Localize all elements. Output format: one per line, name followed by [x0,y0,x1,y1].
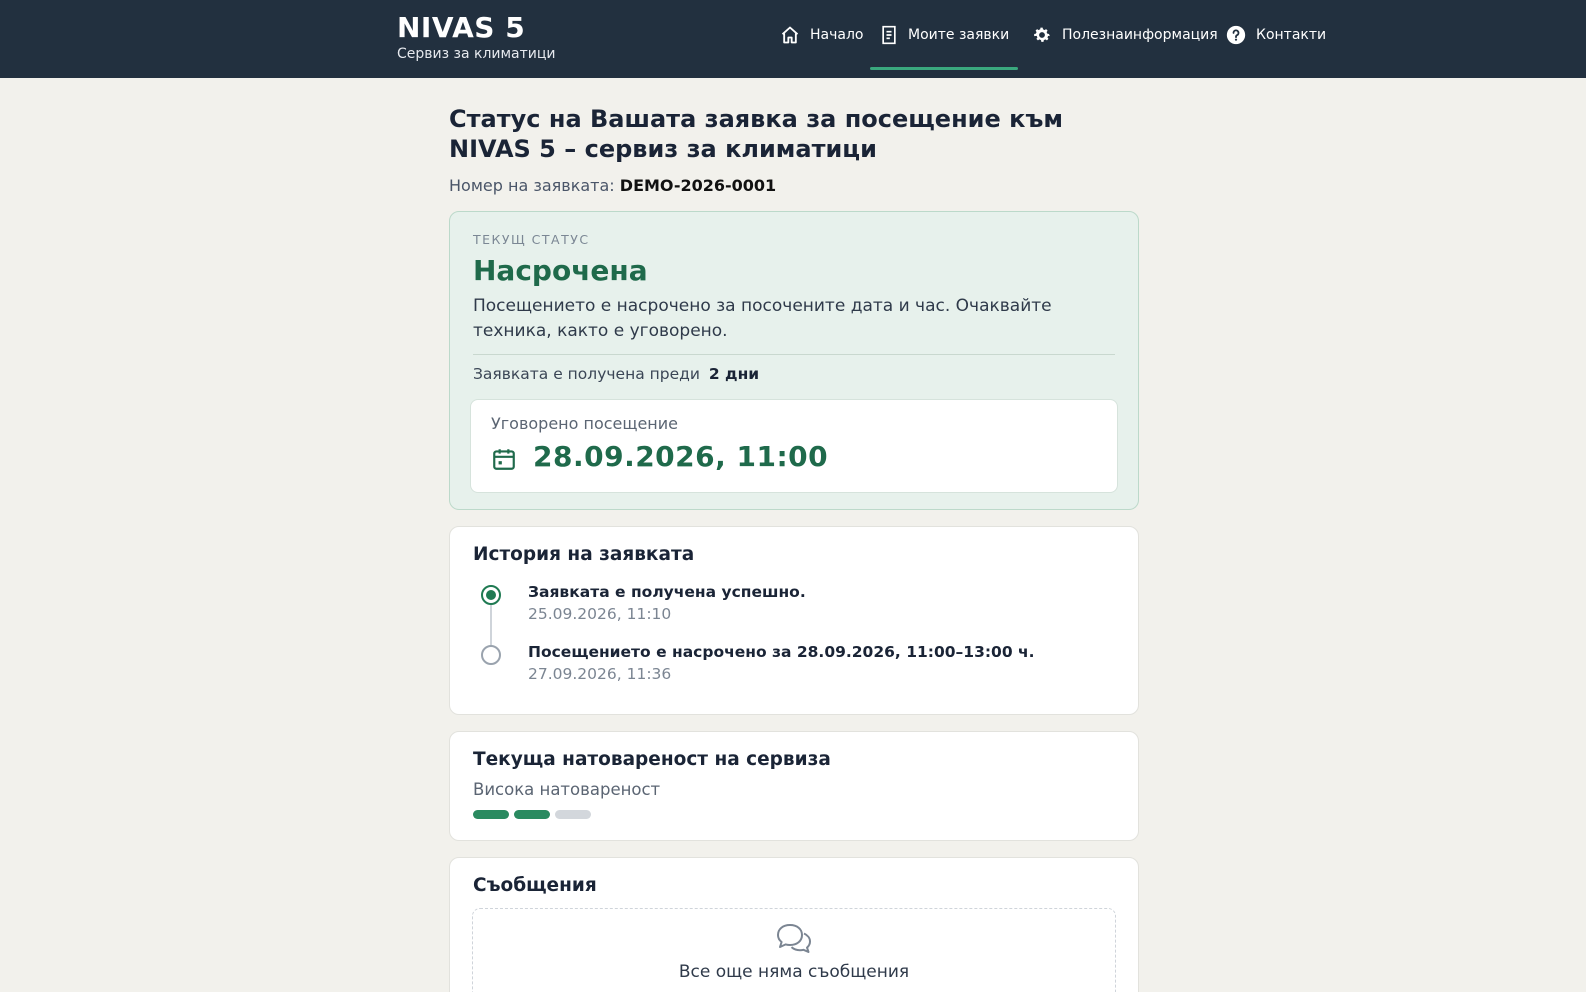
main-content [449,104,1139,992]
page-title: Статус на Вашата заявка за посещение към NIVAS 5 – сервиз за климатици [449,105,1064,163]
document-icon [880,25,898,45]
messages-title: Съобщения [473,875,597,896]
received-value: 2 дни [708,365,760,383]
messages-empty-state [472,908,1116,992]
status-name: Насрочена [473,254,648,287]
divider [473,354,1115,355]
brand-title: NIVAS 5 [397,11,526,44]
nav-item-my-requests[interactable] [870,0,1018,70]
brand[interactable] [397,12,556,62]
home-icon [780,25,800,45]
nav-item-home[interactable] [780,0,863,70]
status-eyebrow: ТЕКУЩ СТАТУС [473,232,590,247]
visit-datetime: 28.09.2026, 11:00 [533,440,829,473]
load-title: Текуща натовареност на сервиза [473,749,831,770]
load-segment-filled [514,810,550,819]
received-label: Заявката е получена преди [473,365,700,383]
messages-empty-text: Все още няма съобщения [678,962,910,982]
chat-bubbles-icon [774,921,814,955]
timeline-event-time: 25.09.2026, 11:10 [528,605,672,623]
nav-item-contacts[interactable] [1226,0,1326,70]
request-number-line [449,176,1139,195]
nav-item-label: Контакти [1256,27,1327,43]
load-indicator [473,810,596,819]
nav-item-label: Моите заявки [908,27,1010,43]
timeline-event-text: Посещението е насрочено за 28.09.2026, 11:00–13:00 ч. [528,643,1035,661]
request-number-label: Номер на заявката: [449,176,615,195]
nav-item-useful-info[interactable] [1032,0,1218,70]
received-line [473,365,759,383]
nav-item-label: Начало [810,27,864,43]
load-label: Висока натовареност [473,780,661,799]
top-navigation-bar [0,0,1586,78]
gear-icon [1032,25,1052,45]
visit-label: Уговорено посещение [491,414,679,433]
request-number: DEMO-2026-0001 [619,176,777,195]
scheduled-visit-box [470,399,1118,493]
help-icon [1226,25,1246,45]
timeline-dot-pending [481,645,501,665]
history-card [449,526,1139,715]
status-description: Посещението е насрочено за посочените дата и час. Очаквайте техника, както е уговорено. [473,296,1052,341]
load-segment-filled [473,810,509,819]
timeline-dot-completed [481,585,501,605]
load-segment-empty [555,810,591,819]
timeline-event-text: Заявката е получена успешно. [528,583,806,601]
brand-subtitle: Сервиз за климатици [397,46,556,62]
nav-item-label: Полезнаинформация [1062,27,1218,43]
messages-card [449,857,1139,992]
calendar-icon [491,446,517,472]
status-card [449,211,1139,510]
service-load-card [449,731,1139,841]
timeline-event-time: 27.09.2026, 11:36 [528,665,672,683]
history-title: История на заявката [473,544,695,565]
